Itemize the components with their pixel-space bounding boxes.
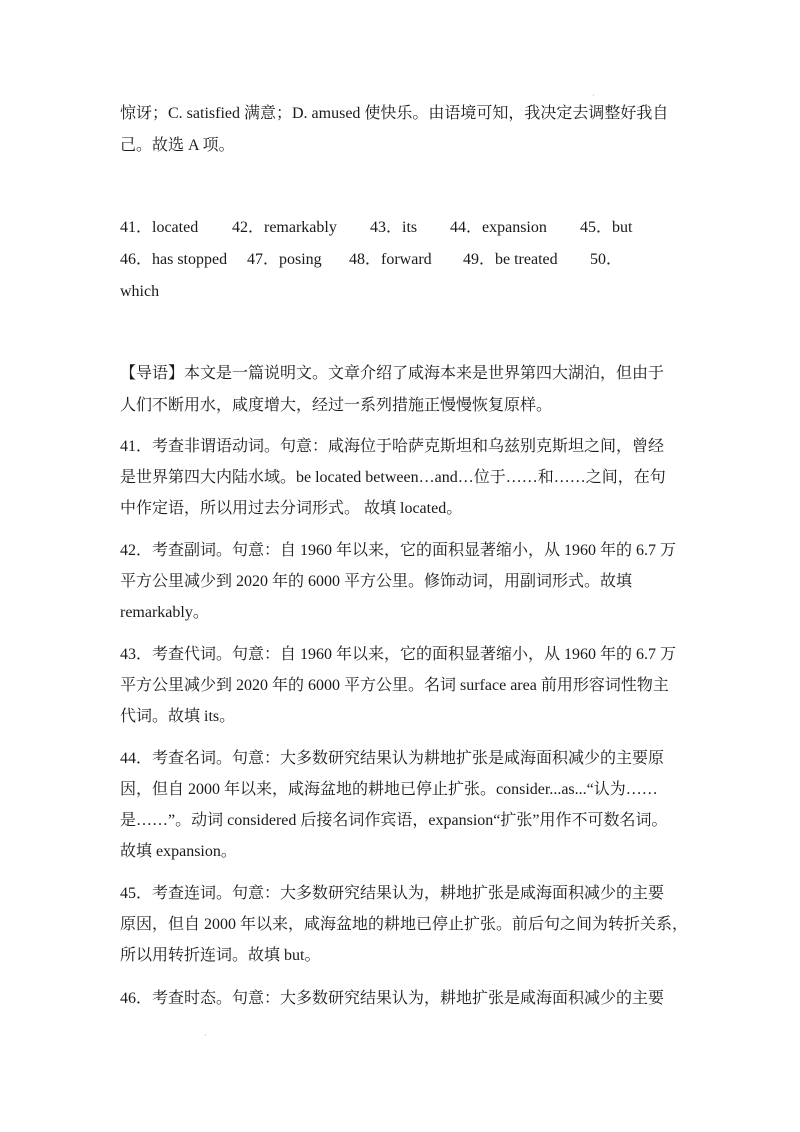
answer-49: 49．be treated xyxy=(463,251,558,268)
item-44-line-3: 是……”。动词 considered 后接名词作宾语，expansion“扩张”用作不可数名词。 xyxy=(120,812,668,829)
item-45-line-3: 所以用转折连词。故填 but。 xyxy=(120,947,321,964)
answer-50: 50． xyxy=(590,251,623,268)
answer-50-text: which xyxy=(120,283,160,300)
answer-42: 42．remarkably xyxy=(232,219,337,236)
guide-line-2: 人们不断用水，咸度增大，经过一系列措施正慢慢恢复原样。 xyxy=(120,397,553,414)
answer-row-2 xyxy=(120,250,622,270)
answer-46: 46．has stopped xyxy=(120,251,228,268)
item-44-line-2: 因，但自 2000 年以来，咸海盆地的耕地已停止扩张。consider...as...“认为…… xyxy=(120,781,658,798)
guide-line-1: 【导语】本文是一篇说明文。文章介绍了咸海本来是世界第四大湖泊，但由于 xyxy=(120,365,665,382)
item-42-line-2: 平方公里减少到 2020 年的 6000 平方公里。修饰动词，用副词形式。故填 xyxy=(120,573,633,590)
item-45-line-2: 原因，但自 2000 年以来，咸海盆地的耕地已停止扩张。前后句之间为转折关系， xyxy=(120,916,689,933)
answer-48: 48．forward xyxy=(349,251,432,268)
answer-row-3 xyxy=(120,282,159,302)
answer-41: 41．located xyxy=(120,219,199,236)
answer-43: 43．its xyxy=(370,219,418,236)
top-mark: · xyxy=(592,91,595,100)
answer-45: 45．but xyxy=(580,219,633,236)
bottom-mark: · xyxy=(204,1031,207,1040)
item-41-line-3: 中作定语，所以用过去分词形式。 故填 located。 xyxy=(120,500,463,517)
item-45-line-1: 45．考查连词。句意：大多数研究结果认为，耕地扩张是咸海面积减少的主要 xyxy=(120,885,665,902)
answer-47: 47．posing xyxy=(247,251,322,268)
item-44-line-1: 44．考查名词。句意：大多数研究结果认为耕地扩张是咸海面积减少的主要原 xyxy=(120,750,665,767)
item-46-line-1: 46．考查时态。句意：大多数研究结果认为，耕地扩张是咸海面积减少的主要 xyxy=(120,990,665,1007)
answer-row-1 xyxy=(120,218,632,238)
intro-line-1: 惊讶；C. satisfied 满意；D. amused 使快乐。由语境可知，我决定去调整好我自 xyxy=(120,105,669,122)
item-43-line-3: 代词。故填 its。 xyxy=(120,708,236,725)
item-41-line-2: 是世界第四大内陆水域。be located between…and…位于……和……之间，在句 xyxy=(120,469,666,486)
item-43-line-1: 43．考查代词。句意：自 1960 年以来，它的面积显著缩小，从 1960 年的 6.7 万 xyxy=(120,646,677,663)
item-41-line-1: 41．考查非谓语动词。句意：咸海位于哈萨克斯坦和乌兹别克斯坦之间，曾经 xyxy=(120,438,665,455)
item-42-line-3: remarkably。 xyxy=(120,604,209,621)
item-43-line-2: 平方公里减少到 2020 年的 6000 平方公里。名词 surface area 前用形容词性物主 xyxy=(120,677,669,694)
answer-44: 44．expansion xyxy=(450,219,547,236)
item-42-line-1: 42．考查副词。句意：自 1960 年以来，它的面积显著缩小，从 1960 年的 6.7 万 xyxy=(120,542,677,559)
intro-line-2: 己。故选 A 项。 xyxy=(120,137,235,154)
item-44-line-4: 故填 expansion。 xyxy=(120,843,237,860)
